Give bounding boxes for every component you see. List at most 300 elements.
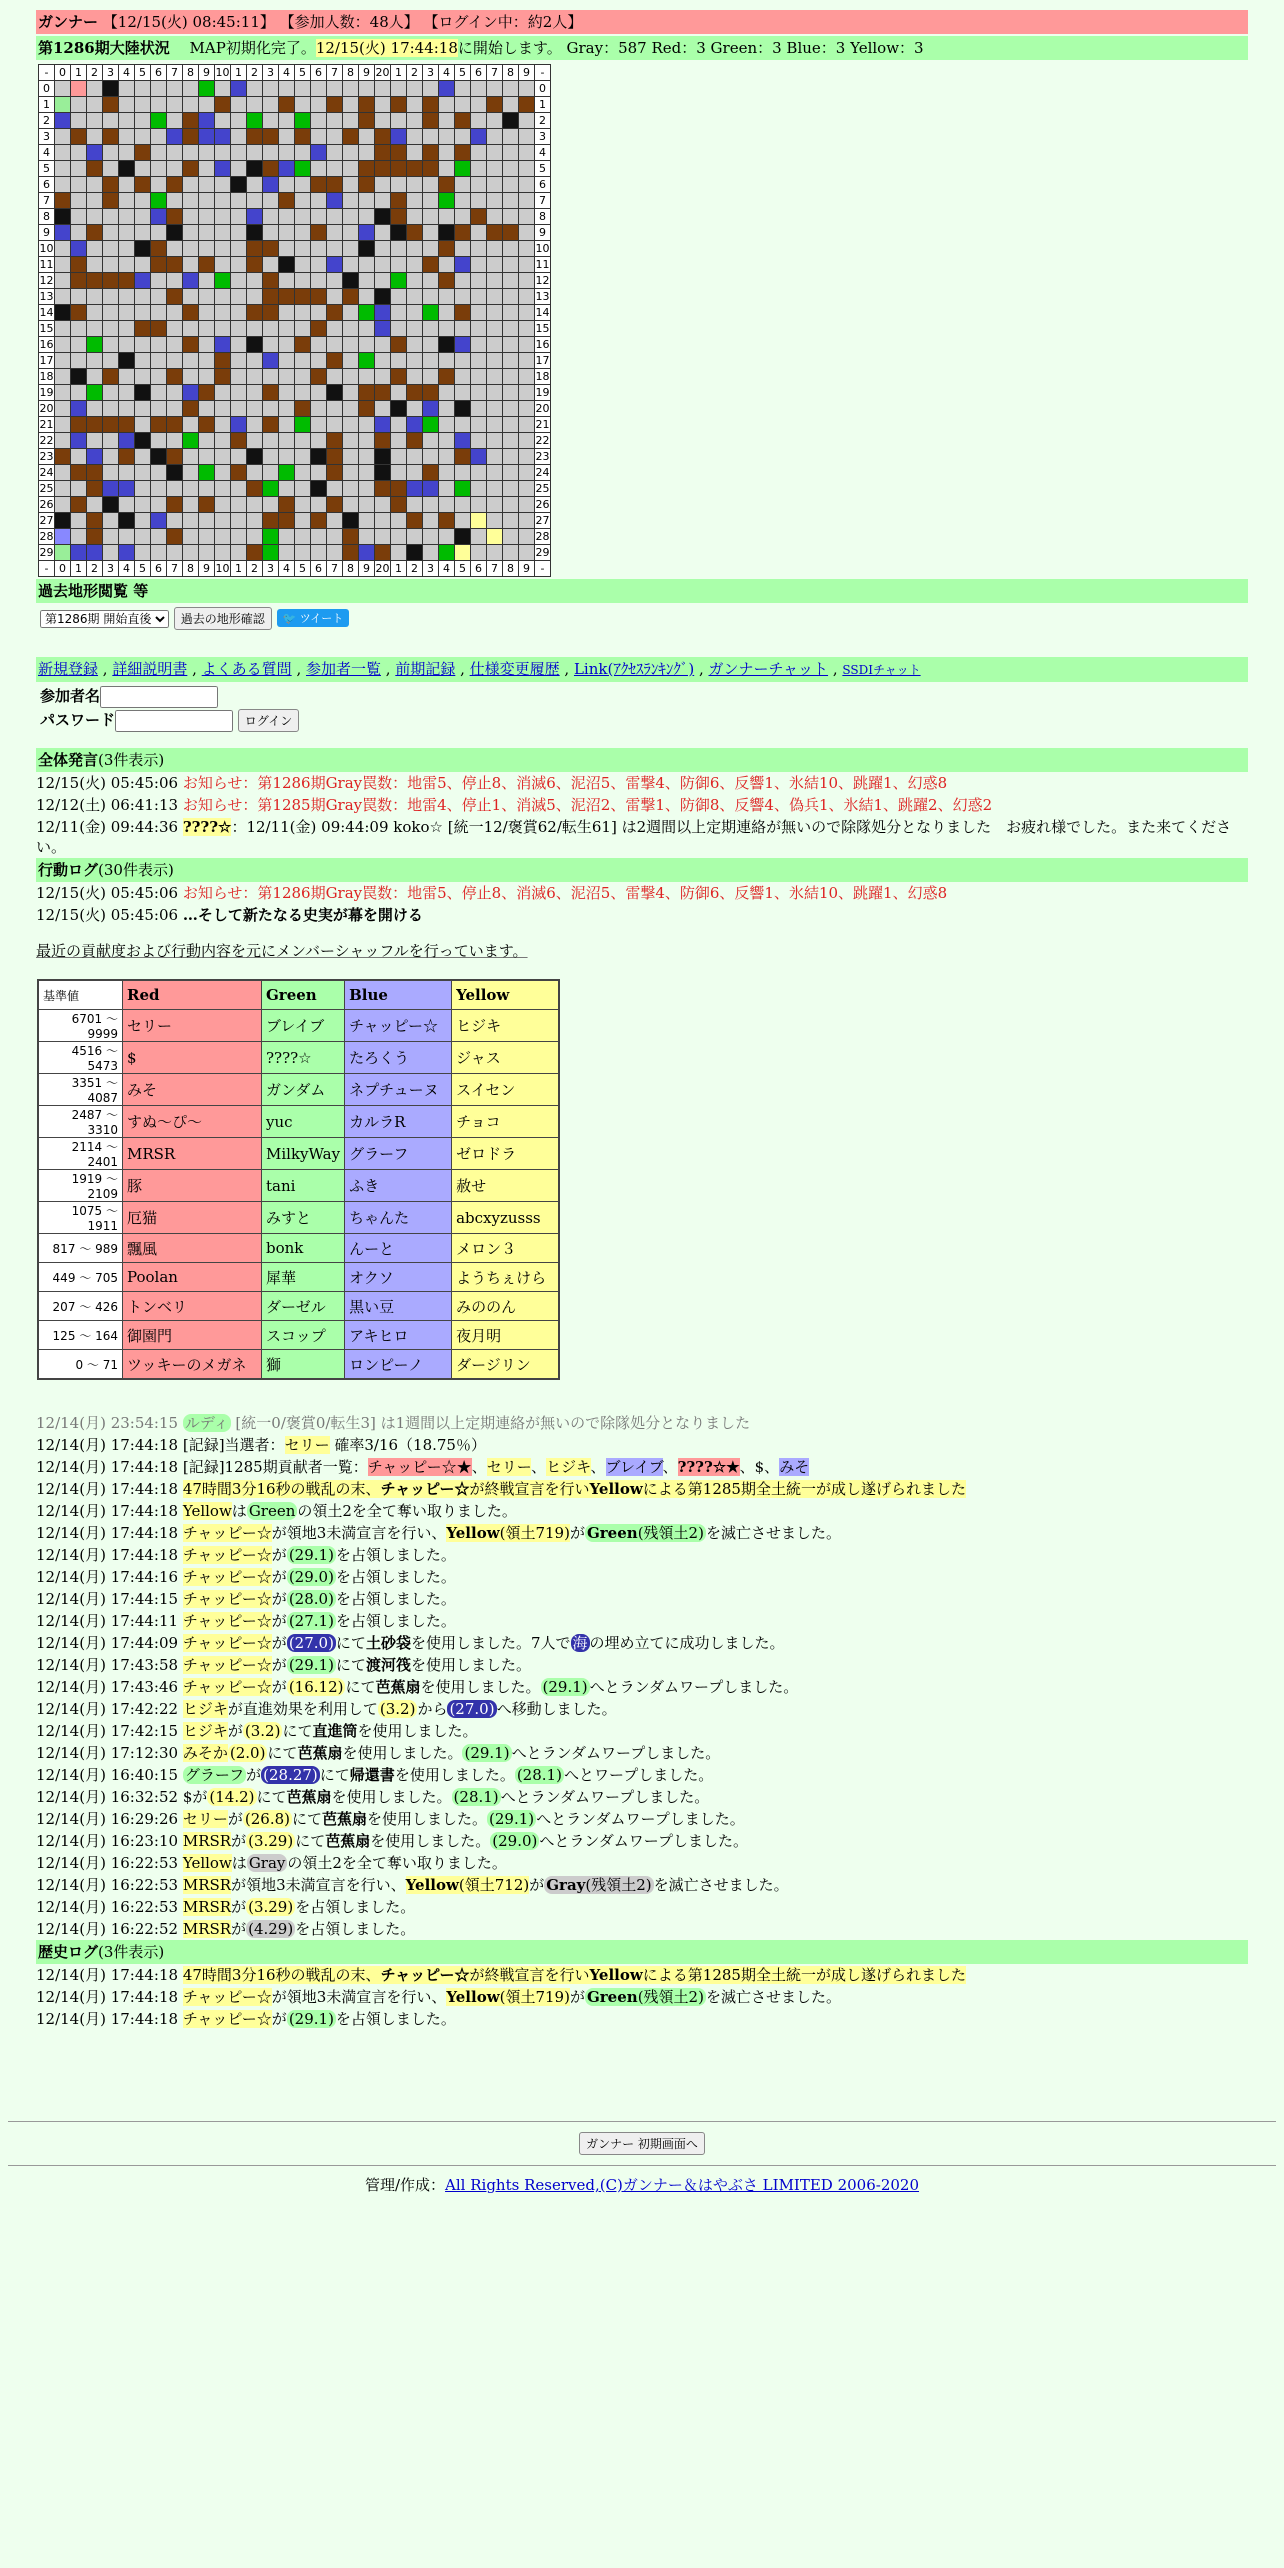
map-cell[interactable] [151,353,167,369]
map-cell[interactable] [487,545,503,561]
map-cell[interactable] [375,401,391,417]
map-cell[interactable] [103,401,119,417]
member-cell[interactable]: ガンダム [262,1074,345,1106]
map-cell[interactable] [327,273,343,289]
map-cell[interactable] [423,385,439,401]
map-cell[interactable] [199,369,215,385]
map-cell[interactable] [215,481,231,497]
map-cell[interactable] [407,417,423,433]
map-cell[interactable] [295,497,311,513]
map-cell[interactable] [327,97,343,113]
map-cell[interactable] [183,369,199,385]
map-cell[interactable] [87,273,103,289]
map-cell[interactable] [87,513,103,529]
map-cell[interactable] [423,257,439,273]
map-cell[interactable] [231,449,247,465]
map-cell[interactable] [503,305,519,321]
map-cell[interactable] [151,257,167,273]
map-cell[interactable] [103,449,119,465]
map-cell[interactable] [391,289,407,305]
map-cell[interactable] [343,145,359,161]
map-cell[interactable] [135,305,151,321]
map-cell[interactable] [311,401,327,417]
map-cell[interactable] [391,353,407,369]
map-cell[interactable] [183,273,199,289]
map-cell[interactable] [279,225,295,241]
map-cell[interactable] [391,545,407,561]
map-cell[interactable] [103,257,119,273]
map-cell[interactable] [279,161,295,177]
map-cell[interactable] [231,161,247,177]
home-button[interactable]: ガンナー 初期画面へ [579,2132,705,2155]
map-cell[interactable] [167,113,183,129]
map-cell[interactable] [55,209,71,225]
map-cell[interactable] [247,321,263,337]
map-cell[interactable] [215,177,231,193]
map-cell[interactable] [391,449,407,465]
password-input[interactable] [115,710,233,732]
map-cell[interactable] [295,305,311,321]
map-cell[interactable] [87,225,103,241]
map-cell[interactable] [375,193,391,209]
map-cell[interactable] [167,321,183,337]
map-cell[interactable] [439,481,455,497]
map-cell[interactable] [263,417,279,433]
map-cell[interactable] [375,529,391,545]
map-cell[interactable] [247,81,263,97]
map-cell[interactable] [151,81,167,97]
map-cell[interactable] [55,465,71,481]
map-cell[interactable] [503,193,519,209]
member-cell[interactable]: カルラR [345,1106,452,1138]
map-cell[interactable] [247,209,263,225]
map-cell[interactable] [279,353,295,369]
map-cell[interactable] [359,289,375,305]
map-cell[interactable] [343,369,359,385]
map-cell[interactable] [295,433,311,449]
map-cell[interactable] [135,417,151,433]
map-cell[interactable] [327,305,343,321]
map-cell[interactable] [343,81,359,97]
member-cell[interactable]: ツッキーのメガネ [123,1350,262,1380]
map-cell[interactable] [151,273,167,289]
map-cell[interactable] [71,465,87,481]
map-cell[interactable] [279,321,295,337]
map-cell[interactable] [343,545,359,561]
map-cell[interactable] [135,177,151,193]
map-cell[interactable] [263,369,279,385]
map-cell[interactable] [311,97,327,113]
map-cell[interactable] [391,513,407,529]
map-cell[interactable] [183,177,199,193]
map-cell[interactable] [263,257,279,273]
map-cell[interactable] [71,97,87,113]
member-cell[interactable]: abcxyzusss [452,1202,560,1234]
map-cell[interactable] [279,113,295,129]
map-cell[interactable] [87,545,103,561]
map-cell[interactable] [519,497,535,513]
map-cell[interactable] [311,321,327,337]
map-cell[interactable] [119,337,135,353]
map-cell[interactable] [55,273,71,289]
view-past-terrain-button[interactable]: 過去の地形確認 [174,607,272,630]
map-cell[interactable] [103,113,119,129]
map-cell[interactable] [439,497,455,513]
map-cell[interactable] [311,529,327,545]
map-cell[interactable] [231,81,247,97]
map-cell[interactable] [311,273,327,289]
member-cell[interactable]: スコップ [262,1321,345,1350]
map-cell[interactable] [87,465,103,481]
map-cell[interactable] [327,369,343,385]
map-cell[interactable] [71,257,87,273]
map-cell[interactable] [487,401,503,417]
map-cell[interactable] [167,161,183,177]
map-cell[interactable] [167,129,183,145]
member-cell[interactable]: みそ [123,1074,262,1106]
map-cell[interactable] [151,241,167,257]
map-cell[interactable] [503,97,519,113]
map-cell[interactable] [503,385,519,401]
map-cell[interactable] [215,273,231,289]
map-cell[interactable] [135,257,151,273]
map-cell[interactable] [231,417,247,433]
map-cell[interactable] [55,481,71,497]
map-cell[interactable] [487,305,503,321]
map-cell[interactable] [215,433,231,449]
map-cell[interactable] [151,369,167,385]
map-cell[interactable] [295,401,311,417]
map-cell[interactable] [103,177,119,193]
map-cell[interactable] [503,257,519,273]
map-cell[interactable] [407,145,423,161]
map-cell[interactable] [311,337,327,353]
map-cell[interactable] [487,257,503,273]
map-cell[interactable] [471,369,487,385]
map-cell[interactable] [231,385,247,401]
map-cell[interactable] [151,337,167,353]
map-cell[interactable] [135,209,151,225]
map-cell[interactable] [103,305,119,321]
map-cell[interactable] [103,385,119,401]
map-cell[interactable] [407,81,423,97]
map-cell[interactable] [359,449,375,465]
map-cell[interactable] [423,129,439,145]
map-cell[interactable] [471,273,487,289]
map-cell[interactable] [55,513,71,529]
nav-link[interactable]: Link(ｱｸｾｽﾗﾝｷﾝｸﾞ) [573,660,695,678]
map-cell[interactable] [183,81,199,97]
member-cell[interactable]: オクソ [345,1263,452,1292]
map-cell[interactable] [151,209,167,225]
map-cell[interactable] [87,401,103,417]
map-cell[interactable] [327,225,343,241]
map-cell[interactable] [135,97,151,113]
map-cell[interactable] [215,337,231,353]
map-cell[interactable] [103,97,119,113]
map-cell[interactable] [55,433,71,449]
map-cell[interactable] [359,433,375,449]
map-cell[interactable] [471,257,487,273]
map-cell[interactable] [455,433,471,449]
map-cell[interactable] [55,529,71,545]
map-cell[interactable] [311,449,327,465]
map-cell[interactable] [231,289,247,305]
map-cell[interactable] [279,545,295,561]
map-cell[interactable] [247,449,263,465]
map-cell[interactable] [167,465,183,481]
map-cell[interactable] [183,497,199,513]
map-cell[interactable] [359,225,375,241]
map-cell[interactable] [375,145,391,161]
map-cell[interactable] [295,449,311,465]
map-cell[interactable] [55,545,71,561]
map-cell[interactable] [295,529,311,545]
map-cell[interactable] [279,145,295,161]
map-cell[interactable] [519,257,535,273]
map-cell[interactable] [103,145,119,161]
map-cell[interactable] [391,113,407,129]
map-cell[interactable] [103,337,119,353]
map-cell[interactable] [295,321,311,337]
map-cell[interactable] [343,305,359,321]
map-cell[interactable] [167,97,183,113]
map-cell[interactable] [263,465,279,481]
map-cell[interactable] [439,337,455,353]
map-cell[interactable] [343,417,359,433]
map-cell[interactable] [295,177,311,193]
map-cell[interactable] [359,321,375,337]
map-cell[interactable] [151,129,167,145]
map-cell[interactable] [135,545,151,561]
map-cell[interactable] [87,353,103,369]
map-cell[interactable] [119,417,135,433]
member-cell[interactable]: みののん [452,1292,560,1321]
map-cell[interactable] [183,513,199,529]
map-cell[interactable] [487,193,503,209]
nav-link[interactable]: よくある質問 [201,660,292,678]
map-cell[interactable] [151,513,167,529]
map-cell[interactable] [423,481,439,497]
map-cell[interactable] [487,129,503,145]
map-cell[interactable] [519,305,535,321]
map-cell[interactable] [407,129,423,145]
member-cell[interactable]: yuc [262,1106,345,1138]
map-cell[interactable] [151,97,167,113]
map-cell[interactable] [199,177,215,193]
map-cell[interactable] [423,177,439,193]
map-cell[interactable] [55,369,71,385]
map-cell[interactable] [199,241,215,257]
map-cell[interactable] [487,113,503,129]
map-cell[interactable] [199,97,215,113]
map-cell[interactable] [87,209,103,225]
map-cell[interactable] [231,193,247,209]
map-cell[interactable] [247,225,263,241]
map-cell[interactable] [71,385,87,401]
map-cell[interactable] [311,289,327,305]
map-cell[interactable] [295,545,311,561]
map-cell[interactable] [343,337,359,353]
map-cell[interactable] [103,417,119,433]
map-cell[interactable] [119,225,135,241]
map-cell[interactable] [311,161,327,177]
map-cell[interactable] [519,545,535,561]
map-cell[interactable] [375,129,391,145]
map-cell[interactable] [167,433,183,449]
map-cell[interactable] [135,497,151,513]
map-cell[interactable] [487,145,503,161]
map-cell[interactable] [407,161,423,177]
map-cell[interactable] [311,225,327,241]
map-cell[interactable] [55,305,71,321]
map-cell[interactable] [311,113,327,129]
map-cell[interactable] [455,497,471,513]
map-cell[interactable] [295,417,311,433]
map-cell[interactable] [503,289,519,305]
map-cell[interactable] [87,145,103,161]
nav-link[interactable]: 新規登録 [38,660,99,678]
map-cell[interactable] [503,209,519,225]
map-cell[interactable] [167,513,183,529]
map-cell[interactable] [455,97,471,113]
map-cell[interactable] [135,321,151,337]
map-cell[interactable] [87,433,103,449]
map-cell[interactable] [455,385,471,401]
map-cell[interactable] [359,177,375,193]
map-cell[interactable] [151,449,167,465]
map-cell[interactable] [375,305,391,321]
map-cell[interactable] [279,513,295,529]
map-cell[interactable] [375,337,391,353]
map-cell[interactable] [503,177,519,193]
map-cell[interactable] [279,401,295,417]
map-cell[interactable] [119,513,135,529]
map-cell[interactable] [503,81,519,97]
map-cell[interactable] [407,481,423,497]
map-cell[interactable] [135,369,151,385]
map-cell[interactable] [471,193,487,209]
map-cell[interactable] [151,225,167,241]
map-cell[interactable] [55,225,71,241]
map-cell[interactable] [231,209,247,225]
map-cell[interactable] [119,433,135,449]
map-cell[interactable] [471,465,487,481]
map-cell[interactable] [199,449,215,465]
map-cell[interactable] [327,545,343,561]
map-cell[interactable] [183,337,199,353]
map-cell[interactable] [471,97,487,113]
map-cell[interactable] [167,449,183,465]
map-cell[interactable] [391,337,407,353]
map-cell[interactable] [455,481,471,497]
map-cell[interactable] [103,513,119,529]
map-cell[interactable] [407,209,423,225]
map-cell[interactable] [87,97,103,113]
map-cell[interactable] [327,337,343,353]
map-cell[interactable] [183,305,199,321]
map-cell[interactable] [247,129,263,145]
map-cell[interactable] [487,417,503,433]
map-cell[interactable] [231,353,247,369]
map-cell[interactable] [471,225,487,241]
map-cell[interactable] [407,385,423,401]
map-cell[interactable] [471,177,487,193]
map-cell[interactable] [279,481,295,497]
map-cell[interactable] [375,161,391,177]
map-cell[interactable] [343,257,359,273]
map-cell[interactable] [87,497,103,513]
map-cell[interactable] [119,465,135,481]
map-cell[interactable] [311,353,327,369]
map-cell[interactable] [407,449,423,465]
map-cell[interactable] [519,369,535,385]
map-cell[interactable] [391,401,407,417]
map-cell[interactable] [231,481,247,497]
map-cell[interactable] [87,289,103,305]
map-cell[interactable] [343,129,359,145]
map-cell[interactable] [87,449,103,465]
map-cell[interactable] [391,81,407,97]
map-cell[interactable] [503,337,519,353]
map-cell[interactable] [359,81,375,97]
map-cell[interactable] [471,241,487,257]
map-cell[interactable] [183,353,199,369]
map-cell[interactable] [55,337,71,353]
map-cell[interactable] [455,145,471,161]
map-cell[interactable] [471,161,487,177]
map-cell[interactable] [167,81,183,97]
world-map[interactable] [38,64,551,577]
map-cell[interactable] [519,449,535,465]
map-cell[interactable] [343,193,359,209]
map-cell[interactable] [423,81,439,97]
map-cell[interactable] [327,113,343,129]
map-cell[interactable] [279,417,295,433]
map-cell[interactable] [359,401,375,417]
map-cell[interactable] [199,337,215,353]
map-cell[interactable] [199,401,215,417]
map-cell[interactable] [343,225,359,241]
map-cell[interactable] [471,337,487,353]
map-cell[interactable] [55,241,71,257]
map-cell[interactable] [391,433,407,449]
map-cell[interactable] [215,225,231,241]
map-cell[interactable] [343,449,359,465]
map-cell[interactable] [359,241,375,257]
map-cell[interactable] [151,385,167,401]
map-cell[interactable] [55,145,71,161]
map-cell[interactable] [167,369,183,385]
map-cell[interactable] [503,369,519,385]
map-cell[interactable] [231,177,247,193]
map-cell[interactable] [71,289,87,305]
map-cell[interactable] [359,193,375,209]
map-cell[interactable] [455,305,471,321]
map-cell[interactable] [487,481,503,497]
map-cell[interactable] [215,257,231,273]
map-cell[interactable] [231,225,247,241]
map-cell[interactable] [439,257,455,273]
map-cell[interactable] [279,337,295,353]
map-cell[interactable] [311,433,327,449]
map-cell[interactable] [135,273,151,289]
map-cell[interactable] [199,481,215,497]
map-cell[interactable] [263,193,279,209]
map-cell[interactable] [215,529,231,545]
map-cell[interactable] [455,513,471,529]
map-cell[interactable] [215,129,231,145]
